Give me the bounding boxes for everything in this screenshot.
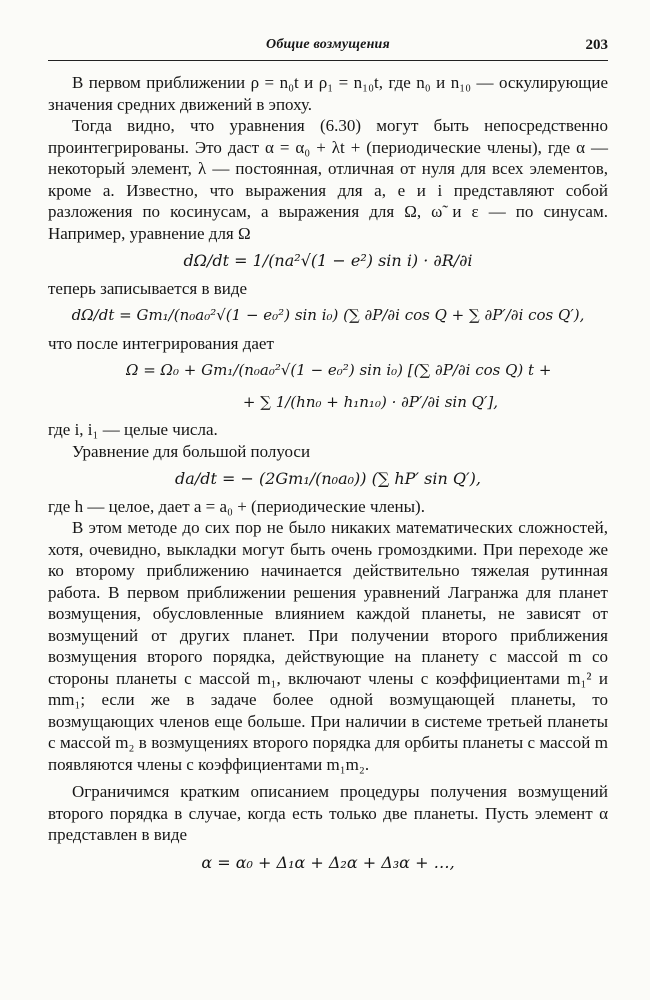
- paragraph-second-approximation: В этом методе до сих пор не было никаких математических сложностей, хотя, очевидно, выкладки могут быть очень громоздкими. При переходе же ко второму приближению начинается действительно тяжелая рутинная работа. В первом приближении решения уравнений Лагранжа для планет возмущения, обусловленные влиянием каждой планеты, не зависят от возмущений от других планет. При получении второго приближения возмущения второго порядка, действующие на планету с массой m со стороны планеты с массой m₁, включают члены с коэффициентами m₁² и mm₁; если же в задаче более одной возмущающей планеты, то возмущающих членов еще больше. При наличии в системе третьей планеты с массой m₂ в возмущениях второго порядка для орбиты планеты с массой m появляются члены с коэффициентами m₁m₂.: [48, 518, 608, 774]
- paragraph-integration: Тогда видно, что уравнения (6.30) могут быть непосредственно проинтегрированы. Это даст α = α₀ + λt + (периодические члены), где α — некоторый элемент, λ — постоянная, отличная от нуля для всех элементов, кроме a. Известно, что выражения для a, e и i представляют собой разложения по косинусам, а выражения для Ω, ω̃ и ε — по синусам. Например, уравнение для Ω: [48, 116, 608, 243]
- equation-omega-derivative: dΩ/dt = 1/(na²√(1 − e²) sin i) · ∂R/∂i: [183, 251, 473, 270]
- paragraph-after-integration: что после интегрирования дает: [48, 333, 274, 353]
- equation-omega-integrated-line1: Ω = Ω₀ + Gm₁/(n₀a₀²√(1 − e₀²) sin i₀) [(∑ ∂P/∂i cos Q) t +: [126, 361, 552, 379]
- equation-semimajor-axis: da/dt = − (2Gm₁/(n₀a₀)) (∑ hP′ sin Q′),: [175, 469, 481, 488]
- equation-omega-expanded: dΩ/dt = Gm₁/(n₀a₀²√(1 − e₀²) sin i₀) (∑ ∂P/∂i cos Q + ∑ ∂P′/∂i cos Q′),: [71, 306, 585, 324]
- page-header: [48, 34, 608, 61]
- paragraph-integers: где i, i₁ — целые числа.: [48, 420, 218, 439]
- equation-omega-integrated-line2: + ∑ 1/(hn₀ + h₁n₁₀) · ∂P′/∂i sin Q′],: [242, 392, 498, 411]
- paragraph-second-order-procedure: Ограничимся кратким описанием процедуры получения возмущений второго порядка в случае, когда есть только две планеты. Пусть элемент α представлен в виде: [48, 782, 608, 844]
- paragraph-written-as: теперь записывается в виде: [48, 278, 248, 298]
- page-body: [48, 72, 608, 873]
- equation-element-series: α = α₀ + Δ₁α + Δ₂α + Δ₃α + …,: [201, 852, 455, 872]
- paragraph-semimajor-axis: Уравнение для большой полуоси: [72, 441, 311, 461]
- page-number: 203: [585, 37, 608, 53]
- paragraph-h-integer: где h — целое, дает a = a₀ + (периодические члены).: [48, 496, 425, 516]
- running-title: Общие возмущения: [266, 37, 390, 52]
- paragraph-first-approximation: В первом приближении ρ = n₀t и ρ₁ = n₁₀t, где n₀ и n₁₀ — оскулирующие значения средних движений в эпоху.: [48, 73, 608, 114]
